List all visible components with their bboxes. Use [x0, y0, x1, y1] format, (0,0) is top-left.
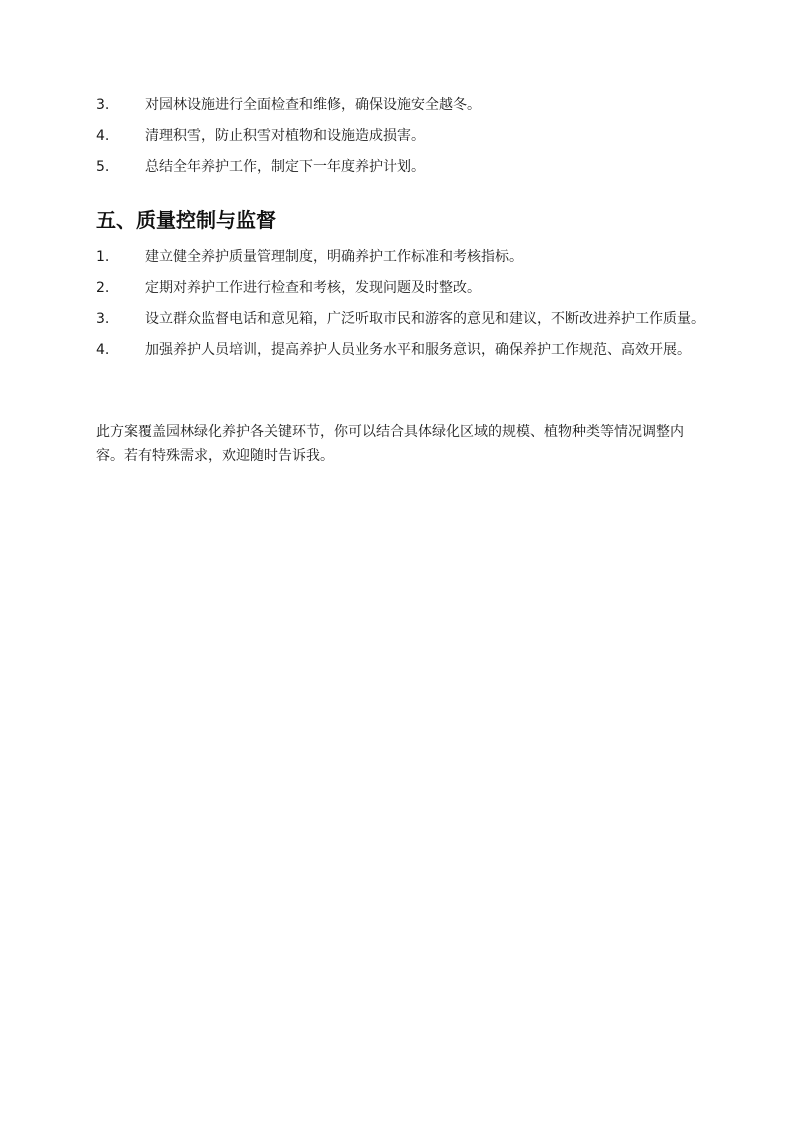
list-item-text: 加强养护人员培训，提高养护人员业务水平和服务意识，确保养护工作规范、高效开展。 [145, 342, 691, 358]
list-item [96, 276, 716, 300]
list-item-number: 3. [96, 311, 110, 327]
list-item-text: 建立健全养护质量管理制度，明确养护工作标准和考核指标。 [145, 249, 523, 265]
list-item-text: 定期对养护工作进行检查和考核，发现问题及时整改。 [145, 280, 481, 296]
list-item-text: 对园林设施进行全面检查和维修，确保设施安全越冬。 [145, 97, 481, 113]
list-item [96, 155, 716, 179]
list-item [96, 307, 716, 331]
list-item [96, 338, 716, 362]
list-item-number: 1. [96, 249, 110, 265]
list-item-text: 清理积雪，防止积雪对植物和设施造成损害。 [145, 128, 425, 144]
list-item [96, 245, 716, 269]
winter-maintenance-list [96, 93, 716, 186]
list-item-text: 总结全年养护工作，制定下一年度养护计划。 [145, 159, 425, 175]
list-item-number: 2. [96, 280, 110, 296]
list-item [96, 124, 716, 148]
list-item-number: 3. [96, 97, 110, 113]
section-heading: 五、质量控制与监督 [96, 208, 276, 232]
list-item-number: 5. [96, 159, 110, 175]
list-item-number: 4. [96, 128, 110, 144]
closing-paragraph: 此方案覆盖园林绿化养护各关键环节，你可以结合具体绿化区域的规模、植物种类等情况调整内容。若有特殊需求，欢迎随时告诉我。 [96, 424, 684, 464]
quality-control-list [96, 245, 716, 369]
list-item-number: 4. [96, 342, 110, 358]
list-item-text: 设立群众监督电话和意见箱，广泛听取市民和游客的意见和建议，不断改进养护工作质量。 [145, 311, 705, 327]
list-item [96, 93, 716, 117]
